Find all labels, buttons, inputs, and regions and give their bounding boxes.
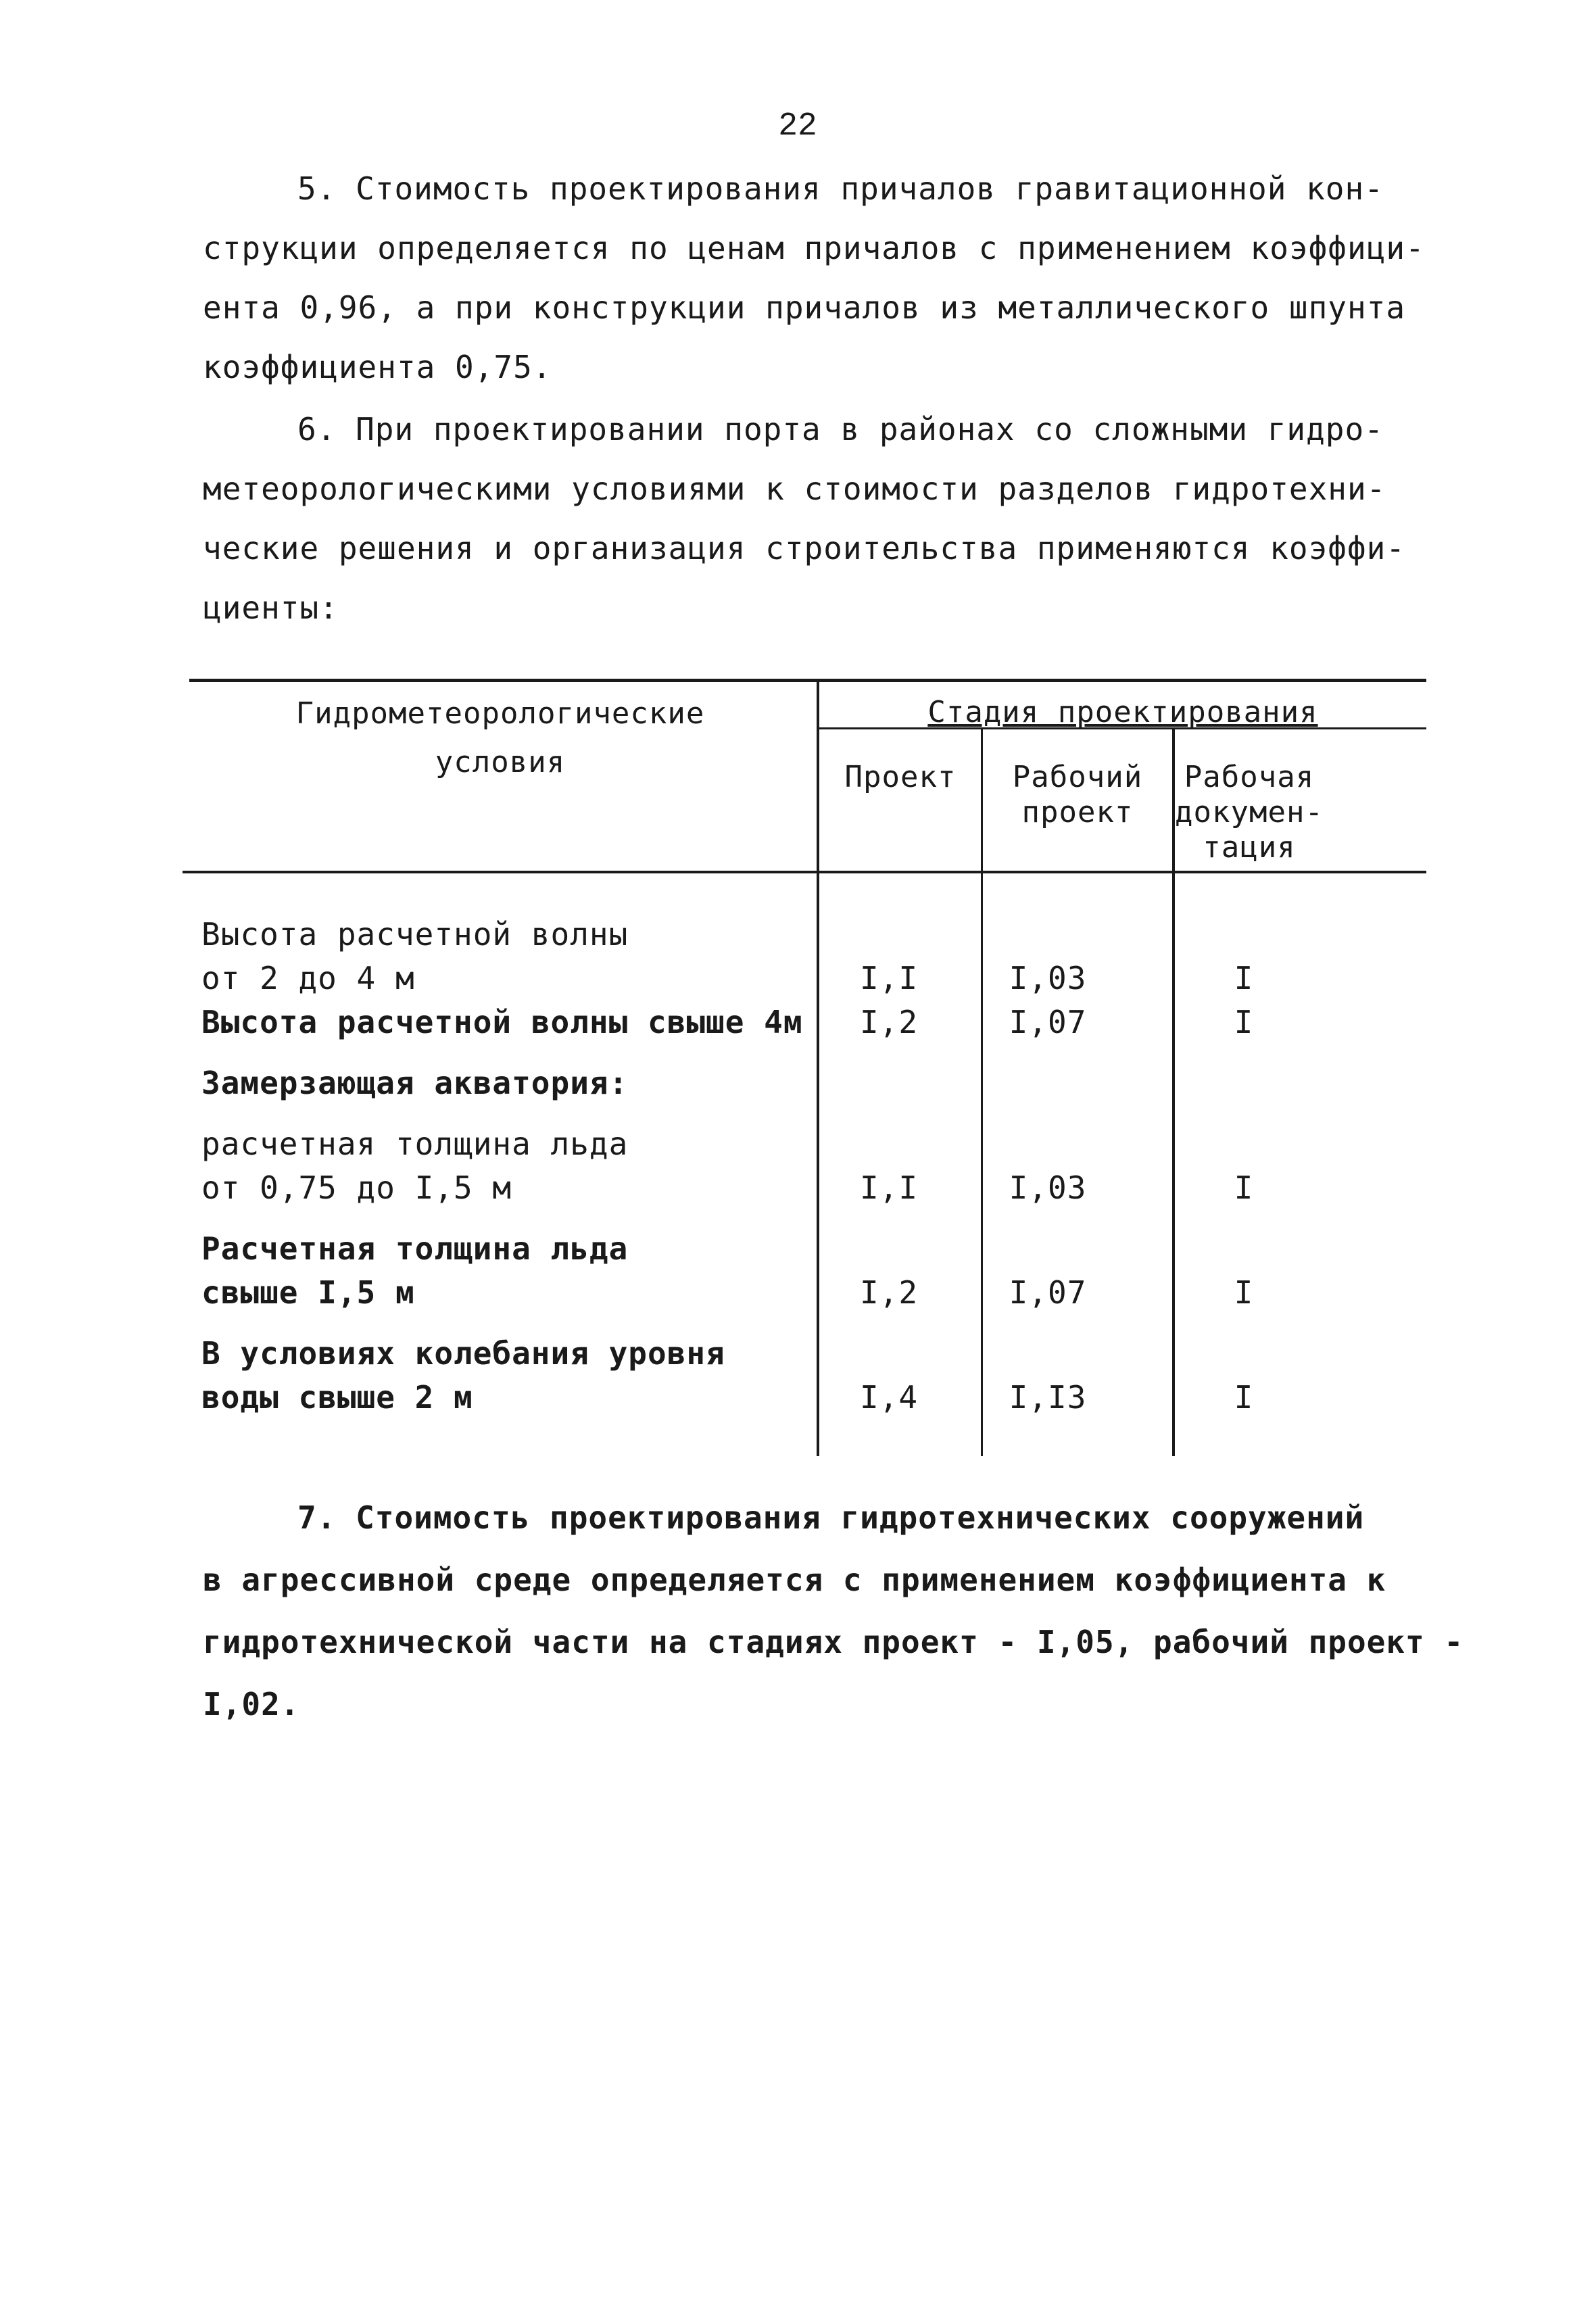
row-1-condition-line-2: от 2 до 4 м: [201, 960, 415, 996]
row-4-doc: I: [1234, 1169, 1254, 1206]
header-doc-line-3: тация: [1203, 830, 1296, 865]
row-2-project: I,2: [859, 1004, 919, 1040]
row-1-project: I,I: [859, 960, 919, 996]
para7-line-3: гидротехнической части на стадиях проект - I,05, рабочий проект -: [203, 1624, 1464, 1660]
row-2-doc: I: [1234, 1004, 1254, 1040]
row-6-working: I,I3: [1009, 1379, 1087, 1416]
row-6-condition-line-1: В условиях колебания уровня: [201, 1335, 725, 1372]
row-3-condition: Замерзающая акватория:: [201, 1065, 629, 1101]
para6-line-2: метеорологическими условиями к стоимости разделов гидротехни-: [203, 471, 1386, 507]
para5-line-3: ента 0,96, а при конструкции причалов из металлического шпунта: [203, 289, 1406, 326]
row-2-working: I,07: [1009, 1004, 1087, 1040]
para5-line-2: струкции определяется по ценам причалов с применением коэффици-: [203, 230, 1425, 266]
table-header-bottom-rule: [183, 871, 1426, 873]
row-4-project: I,I: [859, 1169, 919, 1206]
table-top-rule: [189, 679, 1426, 682]
header-working-line-2: проект: [1021, 795, 1134, 829]
row-6-condition-line-2: воды свыше 2 м: [201, 1379, 473, 1416]
header-project: Проект: [844, 760, 957, 794]
row-5-condition-line-1: Расчетная толщина льда: [201, 1230, 629, 1267]
row-5-project: I,2: [859, 1274, 919, 1311]
header-doc-line-2: докумен-: [1175, 795, 1324, 829]
para5-line-4: коэффициента 0,75.: [203, 349, 552, 385]
row-6-doc: I: [1234, 1379, 1254, 1416]
para6-line-4: циенты:: [203, 589, 339, 626]
row-5-working: I,07: [1009, 1274, 1087, 1311]
header-doc-line-1: Рабочая: [1184, 760, 1315, 794]
para6-line-1: 6. При проектировании порта в районах со сложными гидро-: [297, 411, 1384, 448]
row-1-doc: I: [1234, 960, 1254, 996]
page-number: 22: [778, 108, 817, 145]
row-4-working: I,03: [1009, 1169, 1087, 1206]
row-4-condition-line-2: от 0,75 до I,5 м: [201, 1169, 512, 1206]
row-5-condition-line-2: свыше I,5 м: [201, 1274, 415, 1311]
para6-line-3: ческие решения и организация строительства применяются коэффи-: [203, 530, 1406, 566]
header-conditions-line-2: условия: [435, 745, 566, 779]
table-vline-1: [817, 679, 819, 1456]
row-5-doc: I: [1234, 1274, 1254, 1311]
para5-line-1: 5. Стоимость проектирования причалов гравитационной кон-: [297, 170, 1384, 207]
row-1-working: I,03: [1009, 960, 1087, 996]
row-2-condition: Высота расчетной волны свыше 4м: [201, 1004, 803, 1040]
row-6-project: I,4: [859, 1379, 919, 1416]
para7-line-1: 7. Стоимость проектирования гидротехнических сооружений: [297, 1499, 1365, 1536]
row-4-condition-line-1: расчетная толщина льда: [201, 1126, 629, 1162]
para7-line-4: I,02.: [203, 1686, 300, 1722]
header-conditions-line-1: Гидрометеорологические: [295, 696, 705, 731]
row-1-condition-line-1: Высота расчетной волны: [201, 916, 629, 952]
header-working-line-1: Рабочий: [1012, 760, 1143, 794]
table-vline-2: [981, 727, 983, 1456]
header-stage: Стадия проектирования: [927, 695, 1318, 729]
para7-line-2: в агрессивной среде определяется с применением коэффициента к: [203, 1562, 1386, 1598]
